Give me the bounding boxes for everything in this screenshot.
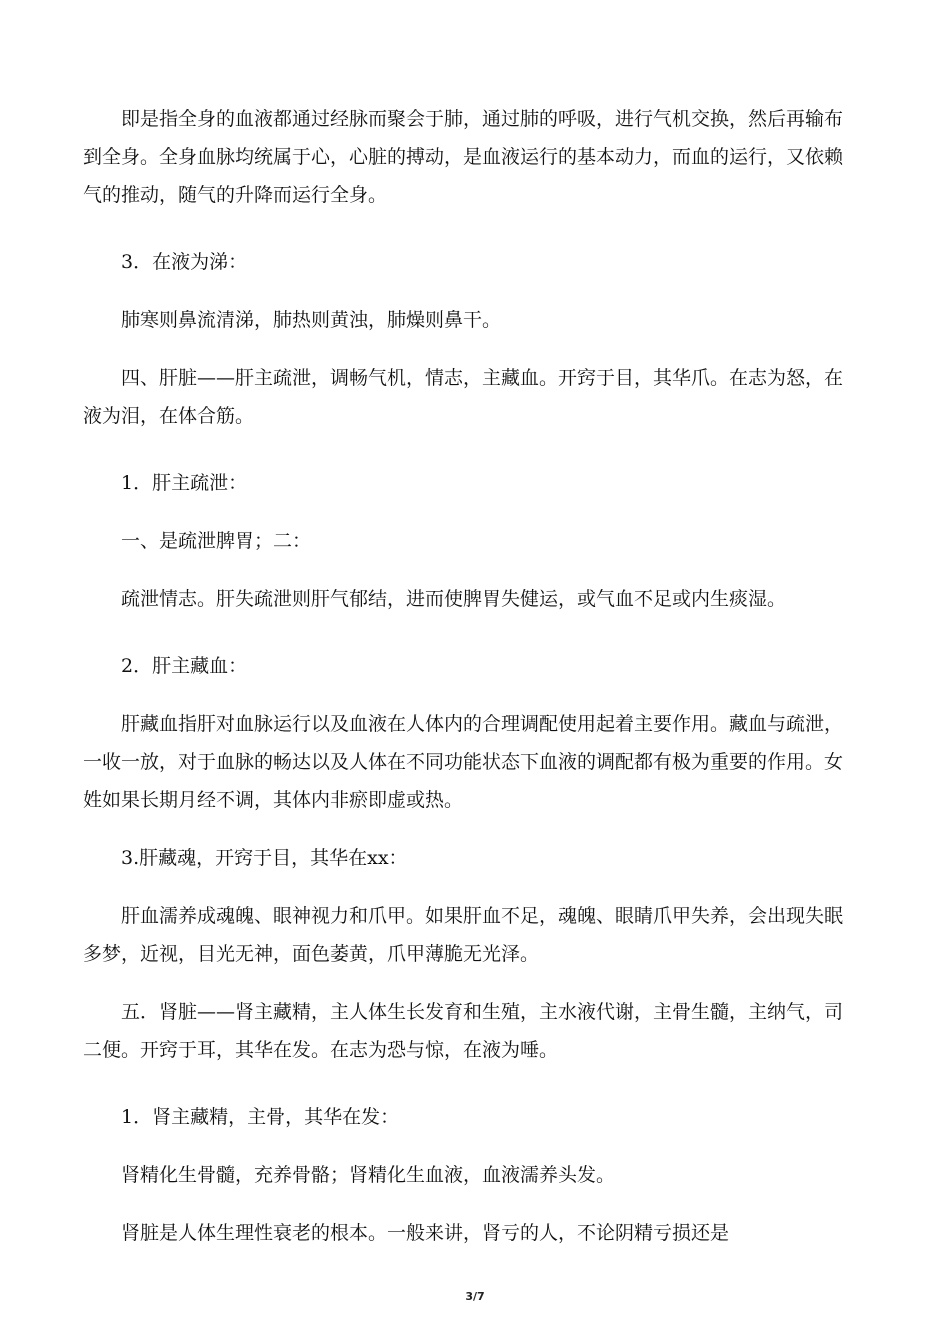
paragraph-dispersion-spleen: 一、是疏泄脾胃；二： [121, 530, 312, 552]
paragraph-dispersion-emotion: 疏泄情志。肝失疏泄则肝气郁结，进而使脾胃失健运，或气血不足或内生痰湿。 [121, 588, 787, 610]
paragraph-lung-nose: 肺寒则鼻流清涕，肺热则黄浊，肺燥则鼻干。 [121, 309, 502, 331]
section-liver: 四、肝脏——肝主疏泄，调畅气机，情志，主藏血。开窍于目，其华爪。在志为怒，在液为泪，在体合筋。 [83, 367, 844, 427]
heading-liver-soul: 3.肝藏魂，开窍于目，其华在xx： [121, 847, 408, 869]
heading-kidney-essence: 1．肾主藏精，主骨，其华在发： [121, 1106, 400, 1128]
paragraph-lung-blood: 即是指全身的血液都通过经脉而聚会于肺，通过肺的呼吸，进行气机交换，然后再输布到全身。全身血脉均统属于心，心脏的搏动，是血液运行的基本动力，而血的运行，又依赖气的推动，随气的升降而运行全身。 [83, 108, 844, 206]
paragraph-liver-blood: 肝藏血指肝对血脉运行以及血液在人体内的合理调配使用起着主要作用。藏血与疏泄，一收一放，对于血脉的畅达以及人体在不同功能状态下血液的调配都有极为重要的作用。女姓如果长期月经不调，其体内非瘀即虚或热。 [83, 713, 844, 811]
paragraph-liver-soul: 肝血濡养成魂魄、眼神视力和爪甲。如果肝血不足，魂魄、眼睛爪甲失养，会出现失眠多梦，近视，目光无神，面色萎黄，爪甲薄脆无光泽。 [83, 905, 844, 965]
heading-liver-blood: 2．肝主藏血： [121, 655, 248, 677]
page-number: 3/7 [465, 1290, 485, 1303]
paragraph-kidney-aging: 肾脏是人体生理性衰老的根本。一般来讲，肾亏的人，不论阴精亏损还是 [121, 1222, 730, 1244]
section-kidney: 五．肾脏——肾主藏精，主人体生长发育和生殖，主水液代谢，主骨生髓，主纳气，司二便。开窍于耳，其华在发。在志为恐与惊，在液为唾。 [83, 1001, 844, 1061]
page-content [83, 100, 853, 1252]
heading-lung-fluid: 3．在液为涕： [121, 251, 248, 273]
heading-liver-dispersion: 1．肝主疏泄： [121, 472, 248, 494]
paragraph-kidney-marrow: 肾精化生骨髓，充养骨骼；肾精化生血液，血液濡养头发。 [121, 1164, 616, 1186]
